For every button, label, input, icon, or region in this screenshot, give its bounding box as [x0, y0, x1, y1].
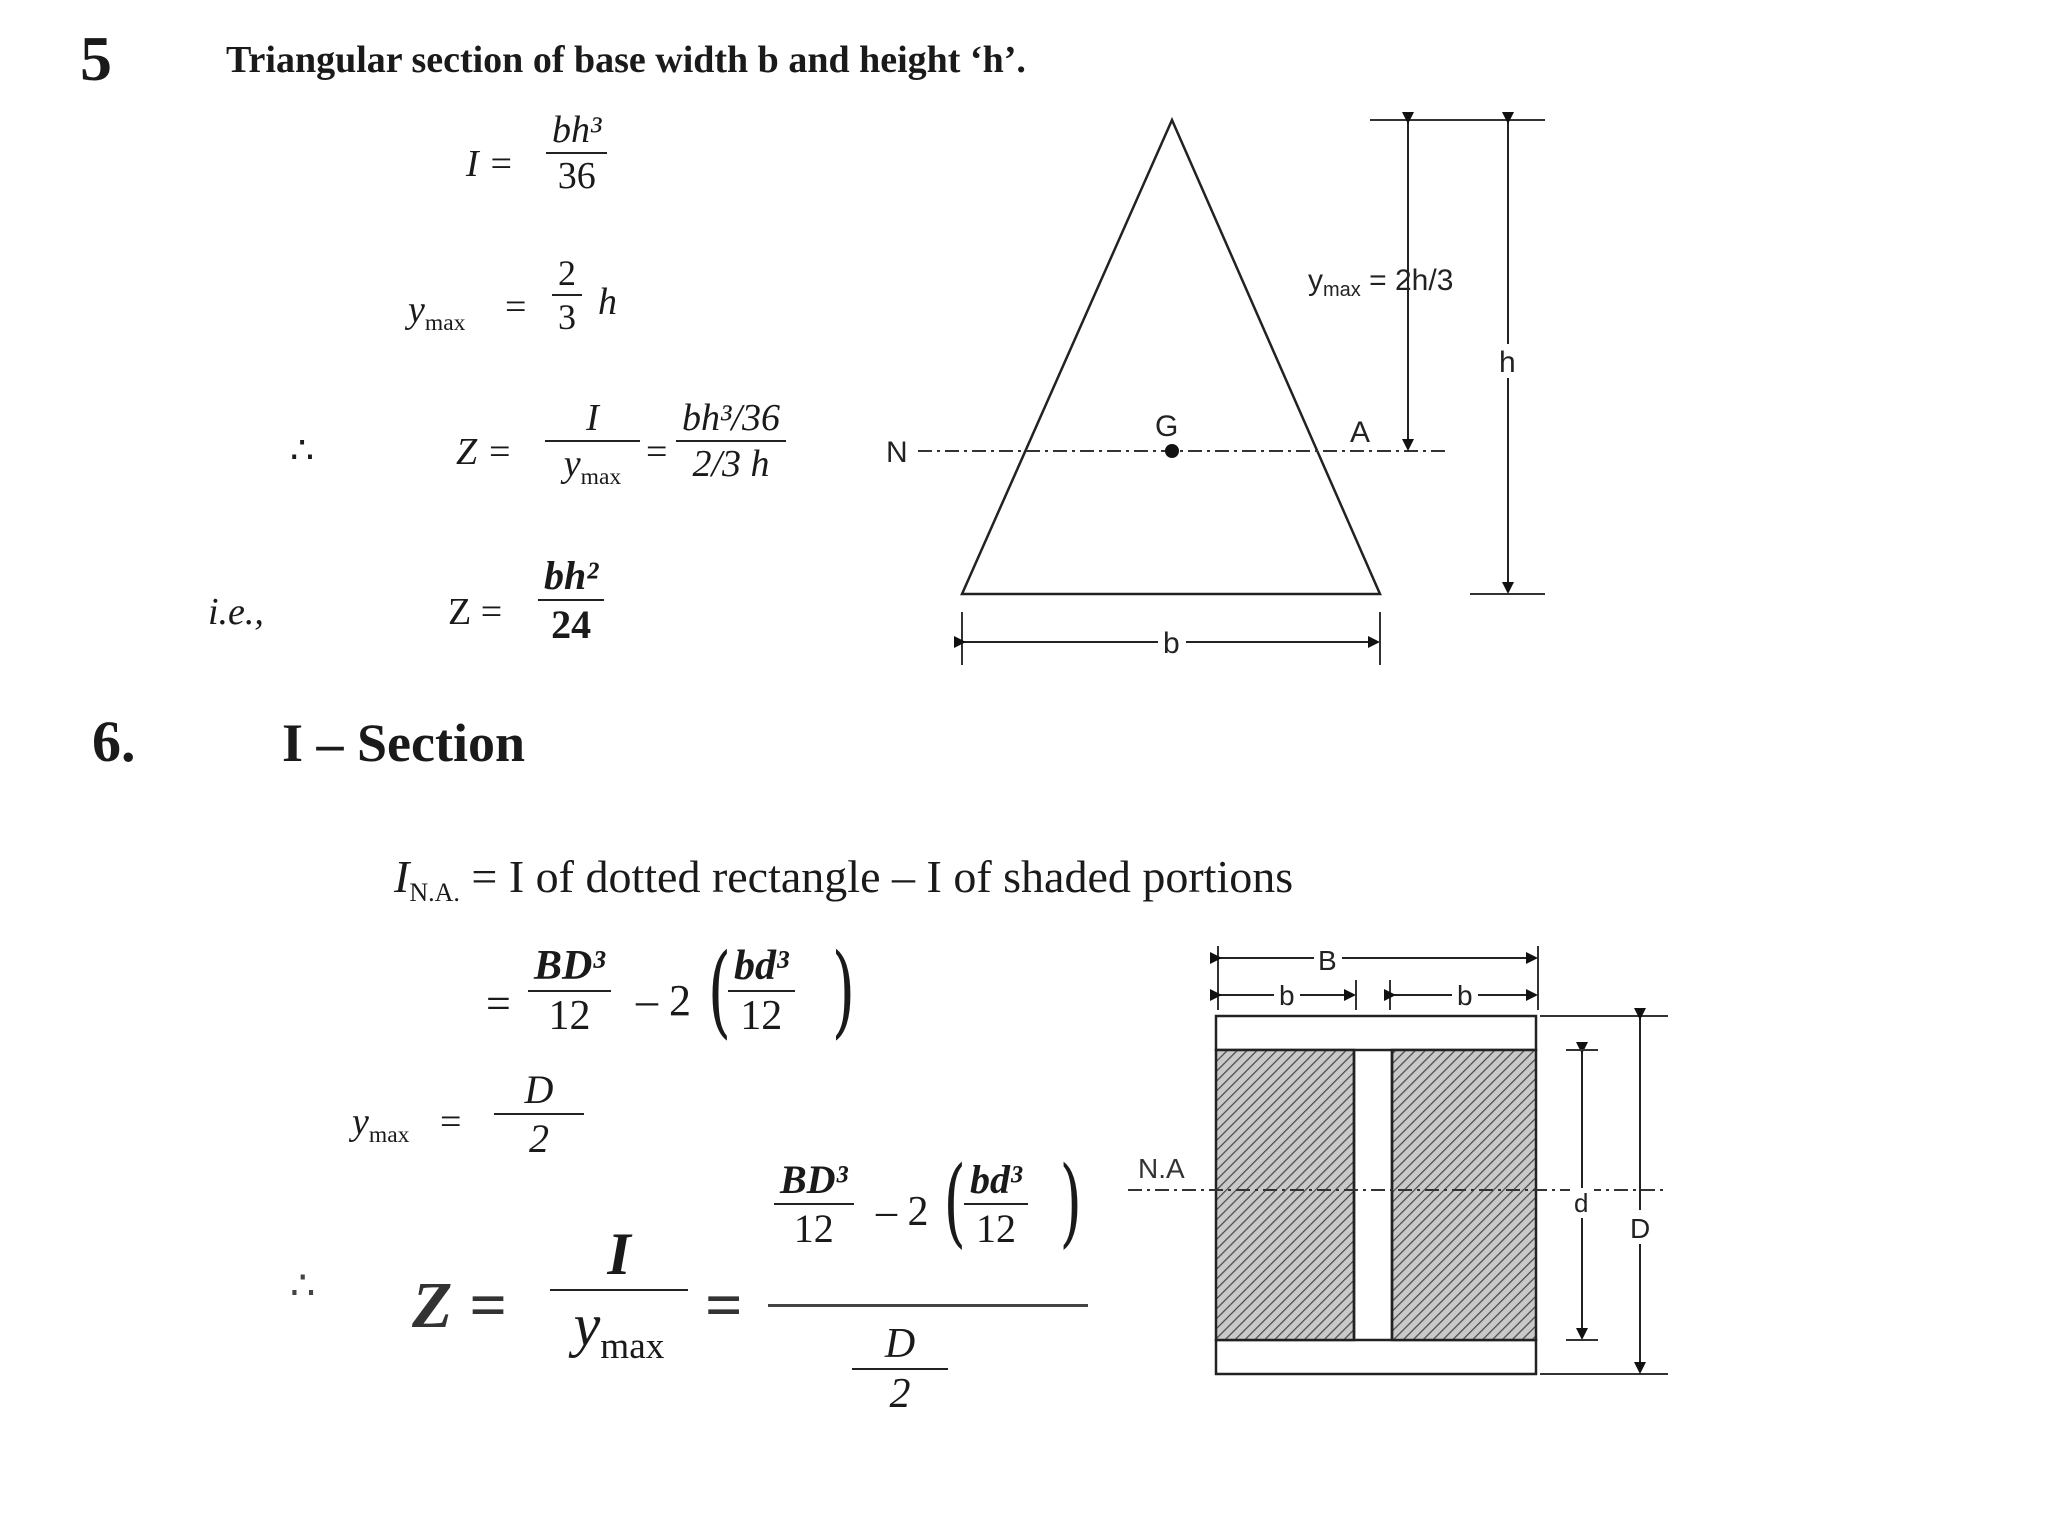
eq6-Z-equals-2: =	[705, 1269, 743, 1342]
eq6-ymax-num: D	[524, 1067, 554, 1112]
section-6-number: 6.	[92, 709, 136, 774]
eq6-inner-num1: BD³	[780, 1157, 848, 1202]
label-b: b	[1163, 627, 1180, 660]
eq6-inner-den2: 12	[964, 1203, 1028, 1252]
eq2-minus-two: – 2	[636, 976, 691, 1025]
shaded-portion-right	[1392, 1050, 1536, 1340]
eq2-den1: 12	[528, 990, 611, 1040]
eq-INA-sub: N.A.	[409, 878, 460, 908]
eq6-main-den-den: 2	[852, 1368, 948, 1418]
eq-ymax-y: y	[408, 289, 425, 331]
eq6-Z-den1-sub: max	[600, 1326, 665, 1368]
eq-ymax-denominator: 3	[552, 294, 582, 338]
section-5-title: Triangular section of base width b and height ‘h’.	[226, 39, 1026, 81]
section-6-title: I – Section	[282, 713, 525, 773]
eq6-Z-num1: I	[607, 1221, 631, 1287]
eq6-ymax-equals: =	[440, 1101, 462, 1143]
ie-label: i.e.,	[208, 591, 264, 633]
eq2-num2: bd³	[734, 943, 789, 989]
eq2-paren-right: )	[831, 932, 856, 1049]
eq-I-numerator: bh³	[552, 109, 602, 151]
eq-Z-den1-sub: max	[580, 464, 622, 491]
eq-ymax-sub: max	[424, 310, 466, 337]
top-flange	[1216, 1016, 1536, 1050]
eq-Z-equals-2: =	[646, 431, 668, 473]
eq6-inner-paren-left: (	[943, 1146, 966, 1258]
label-b-right: b	[1457, 980, 1473, 1011]
therefore-symbol-6: ∴	[290, 1263, 316, 1308]
label-A: A	[1350, 416, 1371, 449]
eq6-inner-den1: 12	[774, 1203, 854, 1252]
eq2-den2: 12	[728, 990, 795, 1040]
eq-Z-final-den: 24	[538, 599, 604, 648]
eq-INA-rhs: = I of dotted rectangle – I of shaded portions	[459, 851, 1294, 902]
eq-Z-final-lhs: Z =	[448, 591, 503, 633]
eq-Z-final-num: bh²	[544, 553, 599, 598]
eq6-ymax-sub: max	[368, 1122, 410, 1149]
label-NA: N.A	[1138, 1153, 1185, 1184]
section-5-number: 5	[80, 23, 112, 94]
eq-Z-num1: I	[586, 397, 599, 439]
label-N: N	[886, 436, 908, 469]
eq-Z-num2: bh³/36	[682, 397, 780, 439]
label-B: B	[1318, 945, 1337, 976]
eq2-paren-left: (	[707, 932, 732, 1049]
bottom-flange	[1216, 1340, 1536, 1374]
eq6-ymax-den: 2	[494, 1113, 584, 1162]
eq-Z-den2: 2/3 h	[676, 440, 786, 486]
label-G: G	[1155, 410, 1179, 443]
eq6-inner-num2: bd³	[970, 1157, 1022, 1202]
eq-I-lhs: I =	[466, 143, 514, 185]
label-b-left: b	[1279, 980, 1295, 1011]
eq6-inner-paren-right: )	[1059, 1146, 1082, 1258]
label-h: h	[1499, 346, 1516, 379]
eq-Z-lhs: Z =	[456, 431, 513, 473]
eq-ymax-equals: =	[505, 286, 527, 328]
eq6-ymax-y: y	[352, 1101, 369, 1143]
shaded-portion-left	[1216, 1050, 1354, 1340]
eq-ymax-h: h	[598, 281, 617, 323]
label-ymax-y: y	[1308, 264, 1323, 297]
eq-ymax-numerator: 2	[558, 253, 576, 293]
eq2-equals: =	[486, 979, 511, 1028]
label-ymax-sub: max	[1323, 279, 1361, 301]
label-ymax-value: = 2h/3	[1360, 264, 1454, 297]
eq6-Z-den1-y: y	[573, 1292, 601, 1358]
eq-I-denominator: 36	[546, 152, 607, 198]
label-D: D	[1630, 1213, 1651, 1244]
eq-Z-den1-y: y	[563, 443, 581, 485]
eq6-Z-lhs: Z =	[412, 1269, 507, 1342]
eq-INA-I: I	[394, 851, 410, 902]
eq6-inner-minus-two: – 2	[876, 1189, 929, 1235]
eq2-num1: BD³	[534, 943, 605, 989]
label-d: d	[1574, 1188, 1589, 1218]
eq6-main-den-num: D	[884, 1321, 916, 1367]
therefore-symbol: ∴	[290, 430, 315, 472]
